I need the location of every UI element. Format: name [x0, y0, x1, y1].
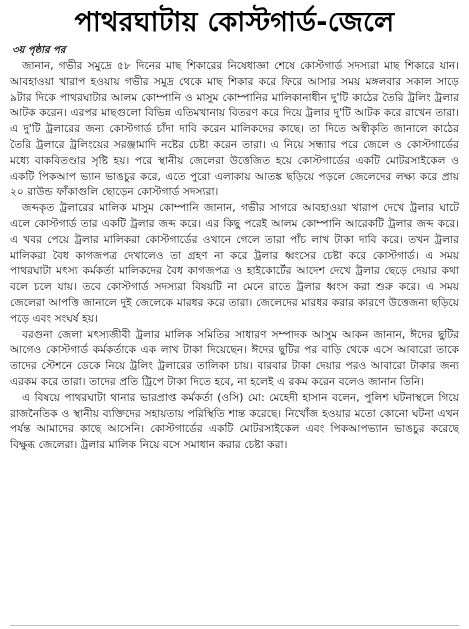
article-paragraph: বরগুনা জেলা মৎস্যজীবী ট্রলার মালিক সমিতির সাধারণ সম্পাদক আসুম আকন জানান, ঈদের ছুটির আগেও কোস্টগার্ড কর্মকর্তাকে এক লাখ টাকা দিয়েছেন। ঈদের ছুটির পর বাড়ি থেকে এসে আবারো তাকে তাদের স্টেশনে ডেকে নিয়ে ট্রলিং ট্রলারের তালিকা চায়। বারবার টাকা দেয়ার পরও আবারো টাকার জন্য এরকম করে তারা। তাদের প্রতি ট্রিপে টাকা দিতে হবে, না হলেই এ রকম করেন বলেও জানান তিনি।: [10, 328, 459, 388]
continuation-note: ৩য় পৃষ্ঠার পর: [12, 45, 66, 56]
article-headline: পাথরঘাটায় কোস্টগার্ড-জেলে: [74, 7, 395, 38]
article-paragraph: জানান, গভীর সমুদ্রে ৫৮ দিনের মাছ শিকারের নিষেধাজ্ঞা শেষে কোস্টগার্ড সদস্যরা মাছ শিকারে যান। আবহাওয়া খারাপ হওয়ায় গভীর সমুদ্র থেকে মাছ শিকার করে ফিরে আসার সময় মঙ্গলবার সকাল সাড়ে ৯টার দিকে পাথরঘাটার আলম কোম্পানি ও মাসুম কোম্পানির মালিকানাধীন দু'টি কাঠের তৈরি ট্রলিং ট্রলার আটক করেন। এরপর মাছগুলো বিভিন্ন এতিমখানায় বিতরণ করে দিয়ে ট্রলার দু'টি আটক করে রাখেন তারা। এ দু'টি ট্রলারের জন্য কোস্টগার্ড চাঁদা দাবি করেন মালিকদের কাছে। তা দিতে অস্বীকৃতি জানালে কাঠের তৈরি ট্রলারে ট্রলিংয়ের সরঞ্জামাদি নষ্টের চেষ্টা করেন তারা। এ নিয়ে সন্ধ্যার পরে জেলে ও কোস্টগার্ডের মধ্যে বাকবিতণ্ডার সৃষ্টি হয়। পরে স্থানীয় জেলেরা উত্তেজিত হয়ে কোস্টগার্ডের একটি মোটরসাইকেল ও একটি পিকআপ ভ্যান ভাঙচুর করে, এতে পুরো এলাকায় আতঙ্ক ছড়িয়ে পড়লে জেলেদের লক্ষ্য করে প্রায় ২০ রাউন্ড ফাঁকাগুলি ছোড়েন কোস্টগার্ড সদস্যরা।: [10, 60, 459, 199]
article-paragraph: এ বিষয়ে পাথরঘাটা থানার ভারপ্রাপ্ত কর্মকর্তা (ওসি) মো: মেহেদী হাসান বলেন, পুলিশ ঘটনাস্থলে গিয়ে রাজনৈতিক ও স্থানীয় ব্যক্তিদের সহায়তায় পরিস্থিতি শান্ত করেছে। নিখোঁজ হওয়ার মতো কোনো ঘটনা এখন পর্যন্ত আমাদের কাছে আসেনি। কোস্টগার্ডের একটি মোটরসাইকেল এবং পিকআপভ্যান ভাঙচুর করেছে বিক্ষুব্ধ জেলেরা। ট্রলার মালিক নিয়ে বসে সমাধান করার চেষ্টা করা।: [10, 391, 459, 452]
bottom-divider: [10, 625, 459, 626]
article-paragraph: জব্দকৃত ট্রলারের মালিক মাসুম কোম্পানি জানান, গভীর সাগরে আবহাওয়া খারাপ দেখে ট্রলার ঘাটে এলে কোস্টগার্ড তার একটি ট্রলার জব্দ করে। এর কিছু পরেই আলম কোম্পানি আরেকটি ট্রলার জব্দ করে। এ খবর পেয়ে ট্রলার মালিকরা কোস্টগার্ডের ওখানে গেলে তারা পাঁচ লাখ টাকা দাবি করে। তখন ট্রলার মালিকরা বৈধ কাগজপত্র দেখালেও তা গ্রহণ না করে ট্রলার ধ্বংসের চেষ্টা করে কোস্টগার্ড। এ সময় পাথরঘাটা মৎস্য কর্মকর্তা মালিকদের বৈধ কাগজপত্র ও হাইকোর্টের আদেশ দেখে ট্রলার ছেড়ে দেয়ার কথা বলে চলে যায়। তবে কোস্টগার্ড সদস্যরা বিষয়টি না মেনে রাতে ট্রলার ধ্বংস করা শুরু করে। এ সময় জেলেরা আপত্তি জানালে দুই জেলেকে মারধর করে তারা। জেলেদের মারধর করার কারণে উত্তেজনা ছড়িয়ে পড়ে এবং সংঘর্ষ হয়।: [10, 202, 459, 325]
